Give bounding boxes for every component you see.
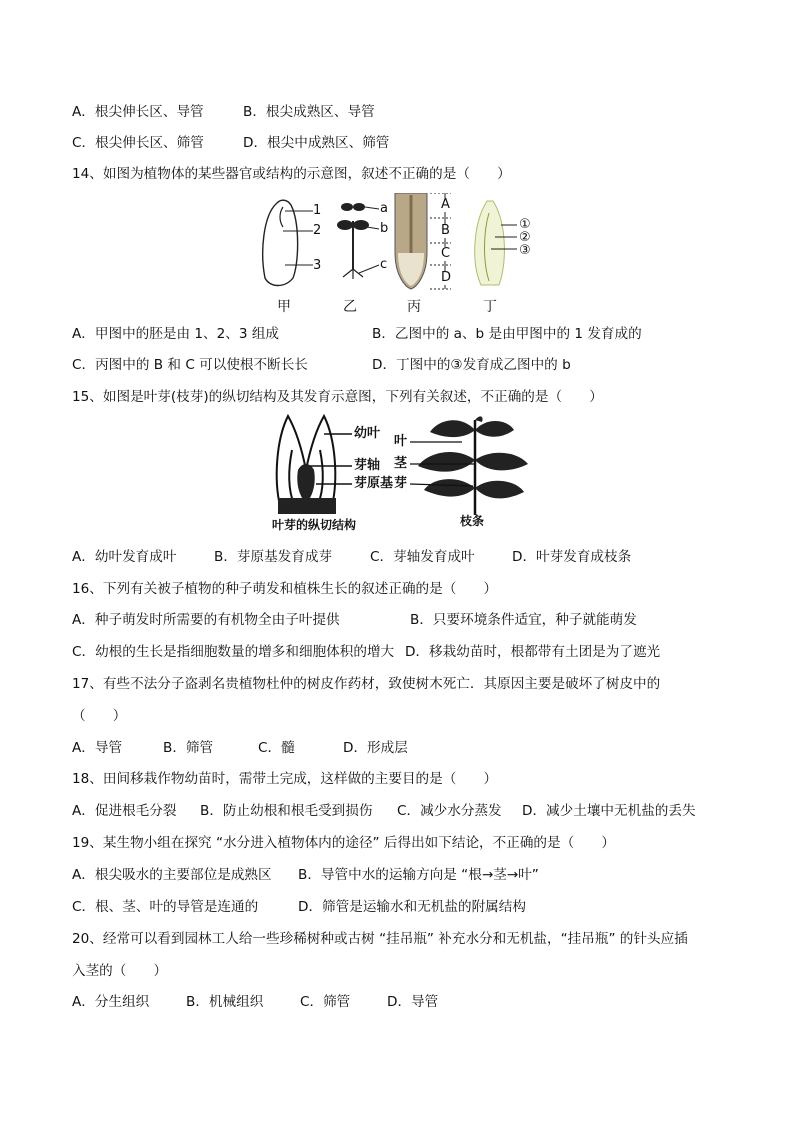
q13-option-a[interactable]: A．根尖伸长区、导管 xyxy=(72,104,204,120)
q15-option-c[interactable]: C．芽轴发育成叶 xyxy=(370,549,475,565)
label-jing: 茎 xyxy=(394,456,408,471)
label-ye: 叶 xyxy=(394,434,408,449)
q19-option-d[interactable]: D．筛管是运输水和无机盐的附属结构 xyxy=(298,899,526,915)
label-youye: 幼叶 xyxy=(354,426,381,441)
q15-option-d[interactable]: D．叶芽发育成枝条 xyxy=(512,549,632,565)
label-b: b xyxy=(380,221,389,236)
label-a: a xyxy=(380,201,388,216)
q16-stem: 16、下列有关被子植物的种子萌发和植株生长的叙述正确的是（ ） xyxy=(72,581,498,597)
q13-option-c[interactable]: C．根尖伸长区、筛管 xyxy=(72,135,204,151)
q16-option-a[interactable]: A．种子萌发时所需要的有机物全由子叶提供 xyxy=(72,612,340,628)
label-D: D xyxy=(441,270,452,285)
q20-option-c[interactable]: C．筛管 xyxy=(300,994,351,1010)
q20-option-a[interactable]: A．分生组织 xyxy=(72,994,150,1010)
q17-option-a[interactable]: A．导管 xyxy=(72,740,123,756)
q20-option-d[interactable]: D．导管 xyxy=(387,994,439,1010)
q18-stem: 18、田间移栽作物幼苗时，需带土完成，这样做的主要目的是（ ） xyxy=(72,771,498,787)
q16-option-d[interactable]: D．移栽幼苗时，根都带有土团是为了遮光 xyxy=(405,644,661,660)
label-circle-3: ③ xyxy=(519,243,531,258)
q15-figure xyxy=(270,410,535,535)
caption-yi: 乙 xyxy=(343,299,357,315)
label-ya: 芽 xyxy=(394,476,408,491)
q19-option-a[interactable]: A．根尖吸水的主要部位是成熟区 xyxy=(72,867,272,883)
q20-stem-cont: 入茎的（ ） xyxy=(72,963,168,979)
label-c: c xyxy=(380,257,388,272)
q17-stem: 17、有些不法分子盗剥名贵植物杜仲的树皮作药材，致使树木死亡．其原因主要是破坏了树皮中的 xyxy=(72,676,661,692)
q13-option-b[interactable]: B．根尖成熟区、导管 xyxy=(243,104,375,120)
label-circle-1: ① xyxy=(519,217,531,232)
label-1: 1 xyxy=(313,203,322,218)
q19-stem: 19、某生物小组在探究 “水分进入植物体内的途径” 后得出如下结论，不正确的是（ ） xyxy=(72,835,615,851)
q18-option-d[interactable]: D．减少土壤中无机盐的丢失 xyxy=(522,803,696,819)
label-B: B xyxy=(441,223,450,238)
q16-option-b[interactable]: B．只要环境条件适宜，种子就能萌发 xyxy=(410,612,637,628)
q17-option-c[interactable]: C．髓 xyxy=(258,740,295,756)
q14-diagram xyxy=(255,193,555,318)
q19-option-b[interactable]: B．导管中水的运输方向是 “根→茎→叶” xyxy=(298,867,539,883)
label-yayuanji: 芽原基 xyxy=(354,476,394,491)
q17-option-d[interactable]: D．形成层 xyxy=(343,740,408,756)
q15-diagram xyxy=(270,410,535,535)
caption-jia: 甲 xyxy=(277,299,291,315)
q14-option-b[interactable]: B．乙图中的 a、b 是由甲图中的 1 发育成的 xyxy=(372,326,642,342)
q20-option-b[interactable]: B．机械组织 xyxy=(186,994,264,1010)
q20-stem: 20、经常可以看到园林工人给一些珍稀树种或古树 “挂吊瓶” 补充水分和无机盐，“挂吊瓶” 的针头应插 xyxy=(72,931,688,947)
label-A: A xyxy=(441,197,450,212)
q14-figure xyxy=(255,193,555,318)
label-circle-2: ② xyxy=(519,230,531,245)
q14-option-c[interactable]: C．丙图中的 B 和 C 可以使根不断长长 xyxy=(72,357,308,373)
q14-option-a[interactable]: A．甲图中的胚是由 1、2、3 组成 xyxy=(72,326,280,342)
caption-branch: 枝条 xyxy=(460,514,485,528)
q13-option-d[interactable]: D．根尖中成熟区、筛管 xyxy=(243,135,390,151)
q19-option-c[interactable]: C．根、茎、叶的导管是连通的 xyxy=(72,899,259,915)
q15-option-b[interactable]: B．芽原基发育成芽 xyxy=(214,549,333,565)
label-2: 2 xyxy=(313,223,322,238)
caption-bud-section: 叶芽的纵切结构 xyxy=(272,518,357,532)
q15-option-a[interactable]: A．幼叶发育成叶 xyxy=(72,549,177,565)
label-3: 3 xyxy=(313,258,322,273)
label-C: C xyxy=(441,246,451,261)
caption-bing: 丙 xyxy=(407,299,421,315)
q17-option-b[interactable]: B．筛管 xyxy=(163,740,214,756)
q15-stem: 15、如图是叶芽(枝芽)的纵切结构及其发育示意图，下列有关叙述，不正确的是（ ） xyxy=(72,389,603,405)
q18-option-c[interactable]: C．减少水分蒸发 xyxy=(397,803,502,819)
caption-ding: 丁 xyxy=(483,299,497,315)
q18-option-b[interactable]: B．防止幼根和根毛受到损伤 xyxy=(200,803,373,819)
q16-option-c[interactable]: C．幼根的生长是指细胞数量的增多和细胞体积的增大 xyxy=(72,644,395,660)
q14-option-d[interactable]: D．丁图中的③发育成乙图中的 b xyxy=(372,357,571,373)
q18-option-a[interactable]: A．促进根毛分裂 xyxy=(72,803,177,819)
q14-stem: 14、如图为植物体的某些器官或结构的示意图，叙述不正确的是（ ） xyxy=(72,166,511,182)
q17-stem-cont: （ ） xyxy=(72,708,127,724)
label-yazhou: 芽轴 xyxy=(354,458,381,473)
